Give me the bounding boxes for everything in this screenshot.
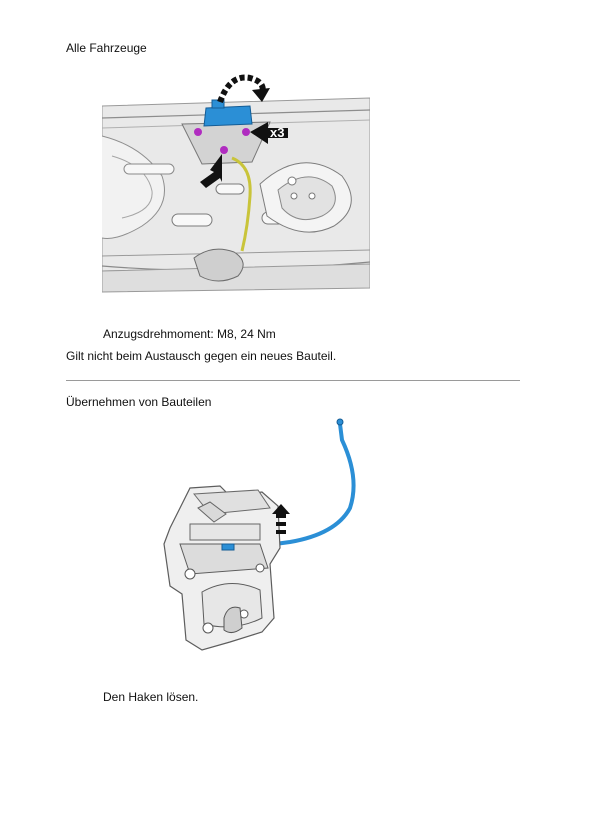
replacement-note: Gilt nicht beim Austausch gegen ein neues Bauteil. bbox=[66, 349, 337, 363]
unhook-instruction: Den Haken lösen. bbox=[103, 690, 199, 704]
figure-callout-x3: x3 bbox=[270, 125, 285, 140]
section-heading-all-vehicles: Alle Fahrzeuge bbox=[66, 41, 147, 55]
section-divider bbox=[66, 380, 520, 381]
tailgate-panel-figure bbox=[102, 66, 370, 306]
torque-note: Anzugsdrehmoment: M8, 24 Nm bbox=[103, 327, 276, 341]
latch-cable-figure bbox=[150, 418, 370, 666]
section-heading-transfer-components: Übernehmen von Bauteilen bbox=[66, 395, 212, 409]
